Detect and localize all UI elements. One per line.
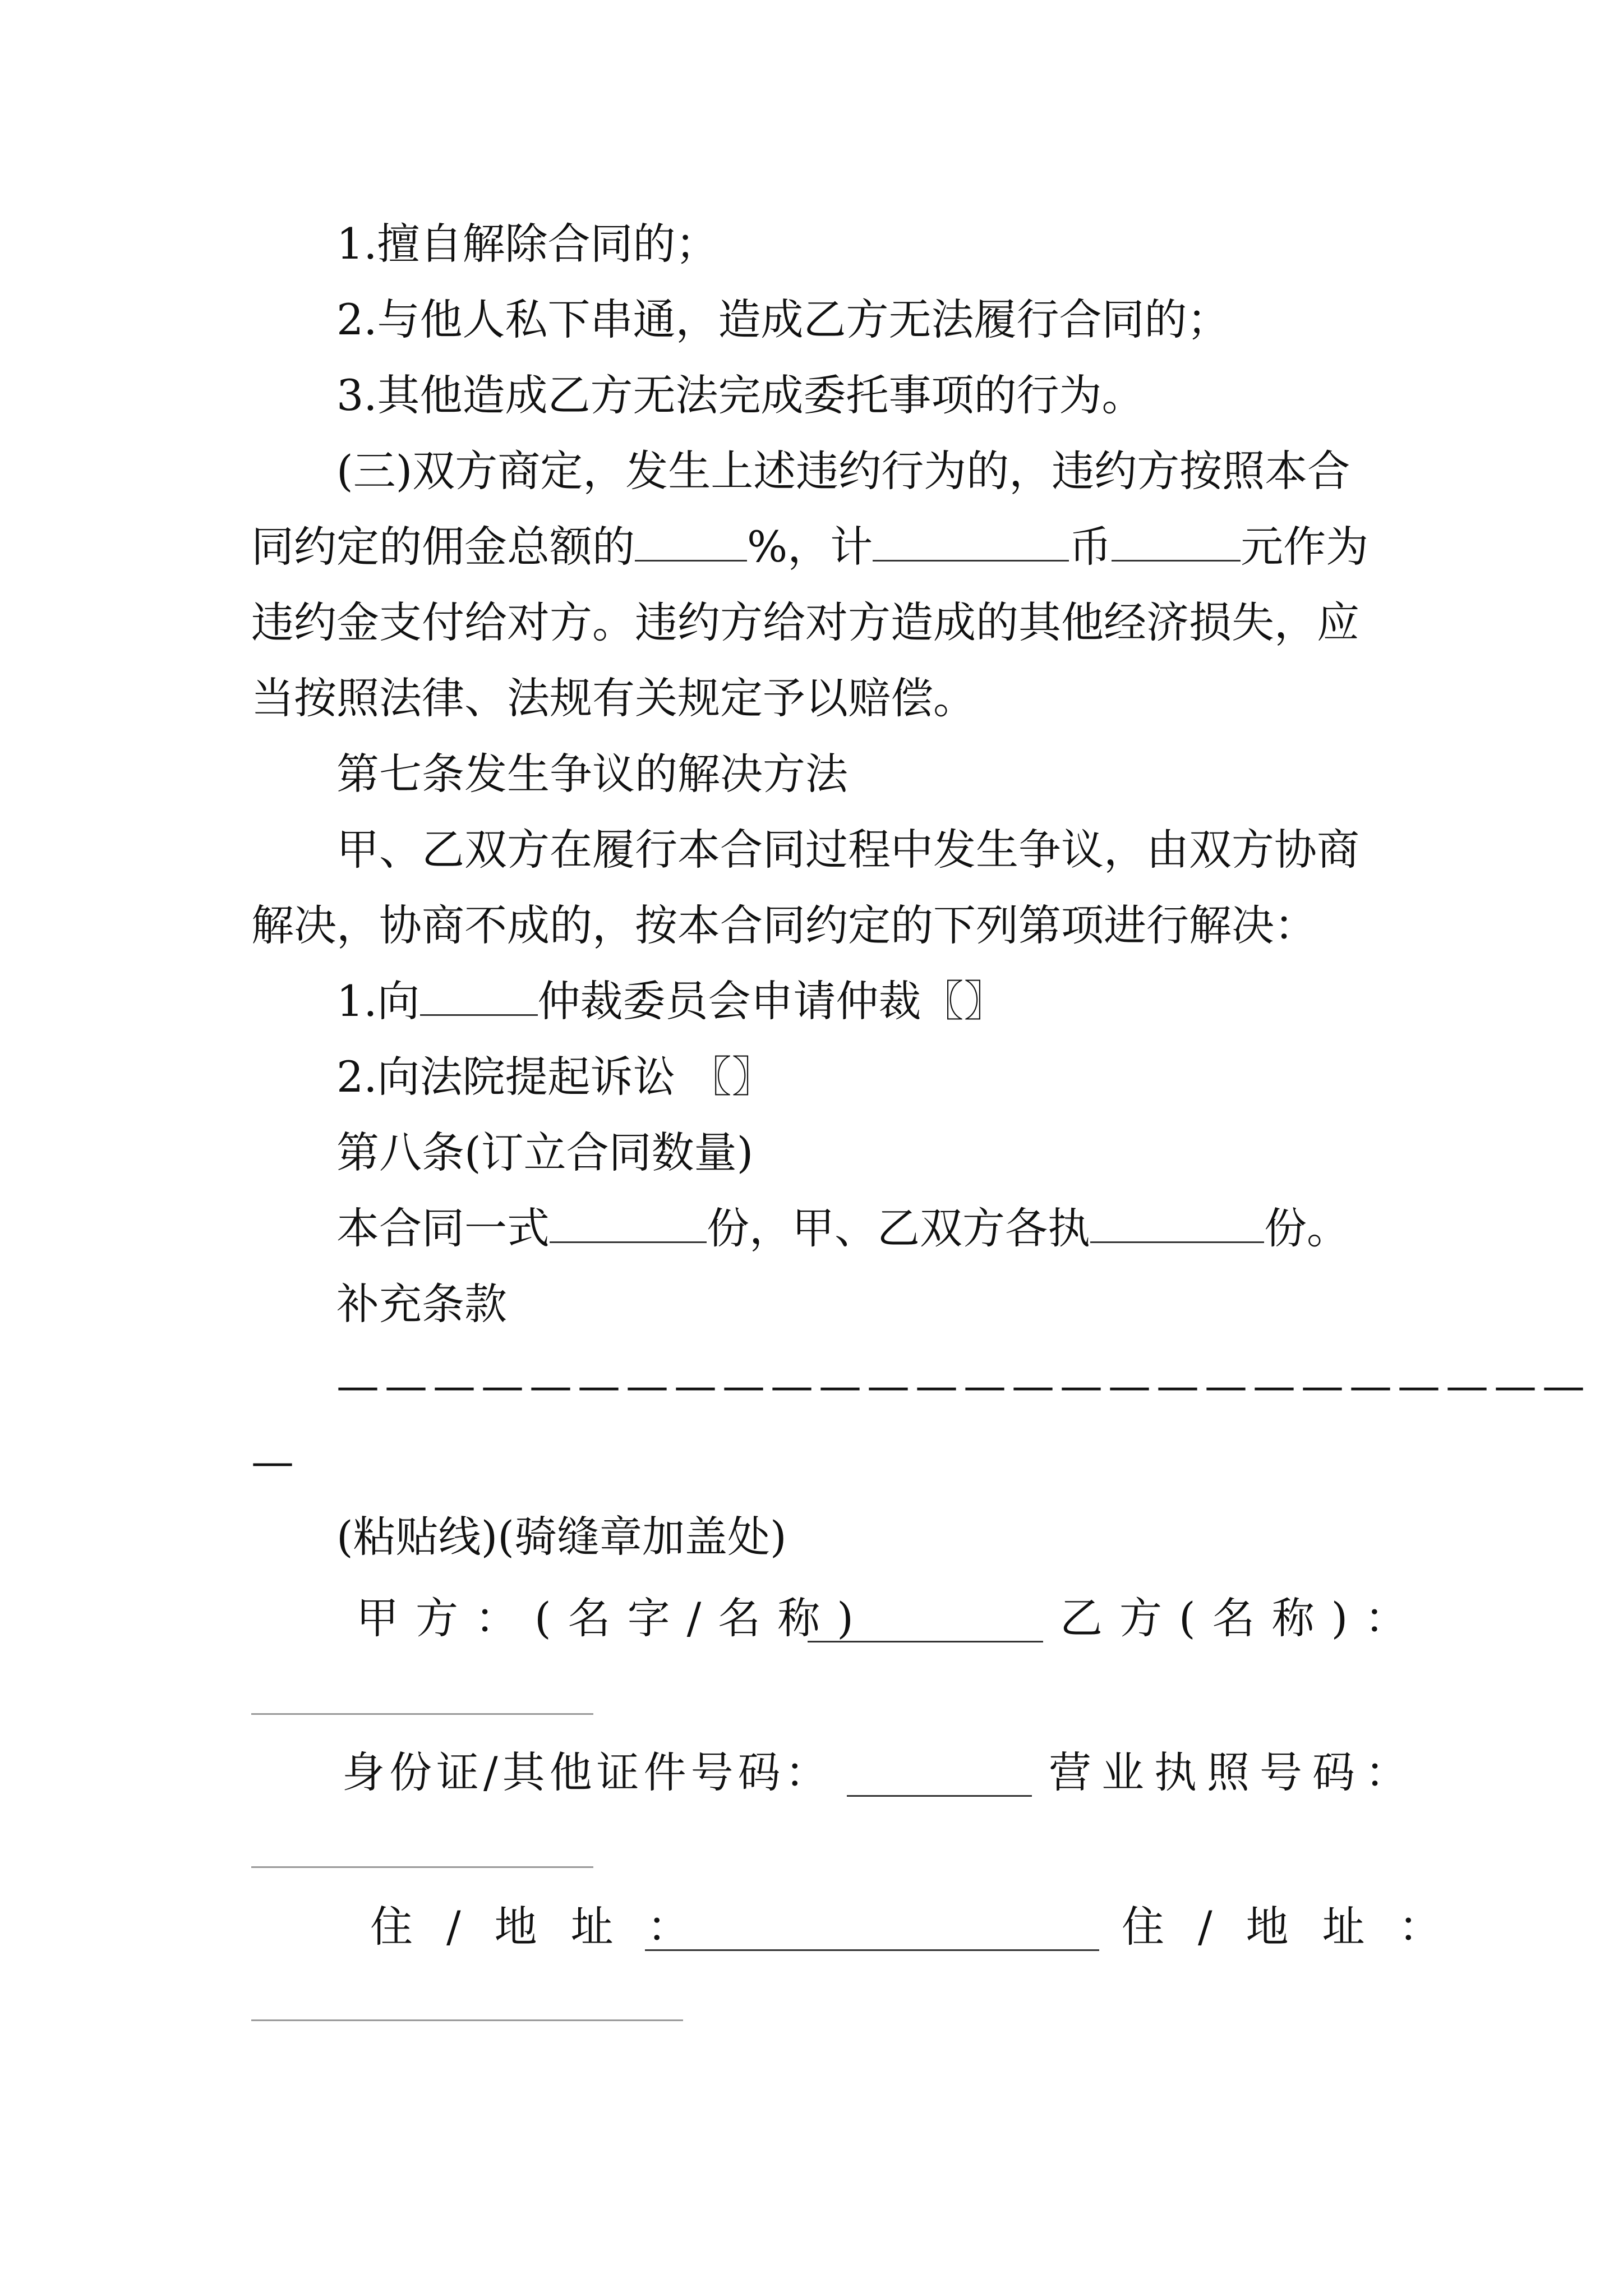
penalty-paragraph-line-1: (三)双方商定，发生上述违约行为的，违约方按照本合 (336, 446, 1350, 496)
text-segment: 份。 (1264, 1203, 1349, 1253)
paste-line-note: (粘贴线)(骑缝章加盖处) (336, 1512, 787, 1562)
party-b-address-blank[interactable] (251, 2019, 683, 2021)
text-segment: 本合同一式 (336, 1203, 550, 1253)
dispute-paragraph-line-1: 甲、乙双方在履行本合同过程中发生争议，由双方协商 (336, 825, 1359, 875)
business-license-blank[interactable] (251, 1866, 593, 1868)
id-number-blank[interactable] (847, 1755, 1032, 1797)
party-a-name-label: 甲方：(名字/名称) (356, 1593, 870, 1643)
supplementary-heading: 补充条款 (336, 1279, 507, 1329)
article-8-heading: 第八条(订立合同数量) (336, 1128, 754, 1177)
party-a-address-blank[interactable] (645, 1909, 1099, 1951)
text-segment: 份，甲、乙双方各执 (707, 1203, 1090, 1253)
option-arbitration (336, 973, 1007, 1029)
text-segment: 元作为 (1241, 522, 1369, 572)
blank-arbitration-body[interactable] (420, 974, 538, 1016)
blank-percent[interactable] (635, 519, 747, 562)
party-a-address-label: 住/地址： (370, 1902, 723, 1952)
dashed-separator: —————————————————————————— (336, 1360, 1590, 1410)
text-segment: %，计 (747, 522, 873, 572)
clause-item-1: 1.擅自解除合同的； (336, 219, 718, 269)
clause-item-3: 3.其他造成乙方无法完成委托事项的行为。 (336, 370, 1145, 420)
copies-line (336, 1200, 1349, 1257)
blank-amount[interactable] (873, 519, 1069, 562)
blank-total-copies[interactable] (550, 1201, 707, 1243)
clause-item-2: 2.与他人私下串通，造成乙方无法履行合同的； (336, 295, 1230, 344)
blank-each-copies[interactable] (1090, 1201, 1264, 1243)
party-b-address-label: 住/地址： (1122, 1902, 1475, 1952)
article-7-heading: 第七条发生争议的解决方法 (336, 749, 848, 799)
text-segment: 仲裁委员会申请仲裁〖〗 (537, 976, 1007, 1026)
dashed-separator-tail: — (251, 1436, 294, 1486)
text-segment: 同约定的佣金总额的 (251, 522, 635, 572)
party-b-name-blank[interactable] (251, 1713, 593, 1715)
penalty-paragraph-line-4: 当按照法律、法规有关规定予以赔偿。 (251, 673, 976, 723)
party-a-name-blank[interactable] (808, 1600, 1043, 1642)
business-license-label: 营业执照号码： (1049, 1747, 1418, 1797)
text-segment: 币 (1069, 522, 1112, 572)
blank-currency[interactable] (1112, 519, 1241, 562)
dispute-paragraph-line-2: 解决，协商不成的，按本合同约定的下列第项进行解决： (251, 900, 1317, 950)
text-segment: 1.向 (336, 976, 420, 1026)
id-number-label: 身份证/其他证件号码： (342, 1747, 832, 1797)
option-litigation: 2.向法院提起诉讼 〖〗 (336, 1052, 774, 1102)
penalty-paragraph-line-2 (251, 519, 1368, 575)
penalty-paragraph-line-3: 违约金支付给对方。违约方给对方造成的其他经济损失，应 (251, 597, 1359, 647)
party-b-name-label: 乙方(名称)： (1060, 1593, 1424, 1643)
